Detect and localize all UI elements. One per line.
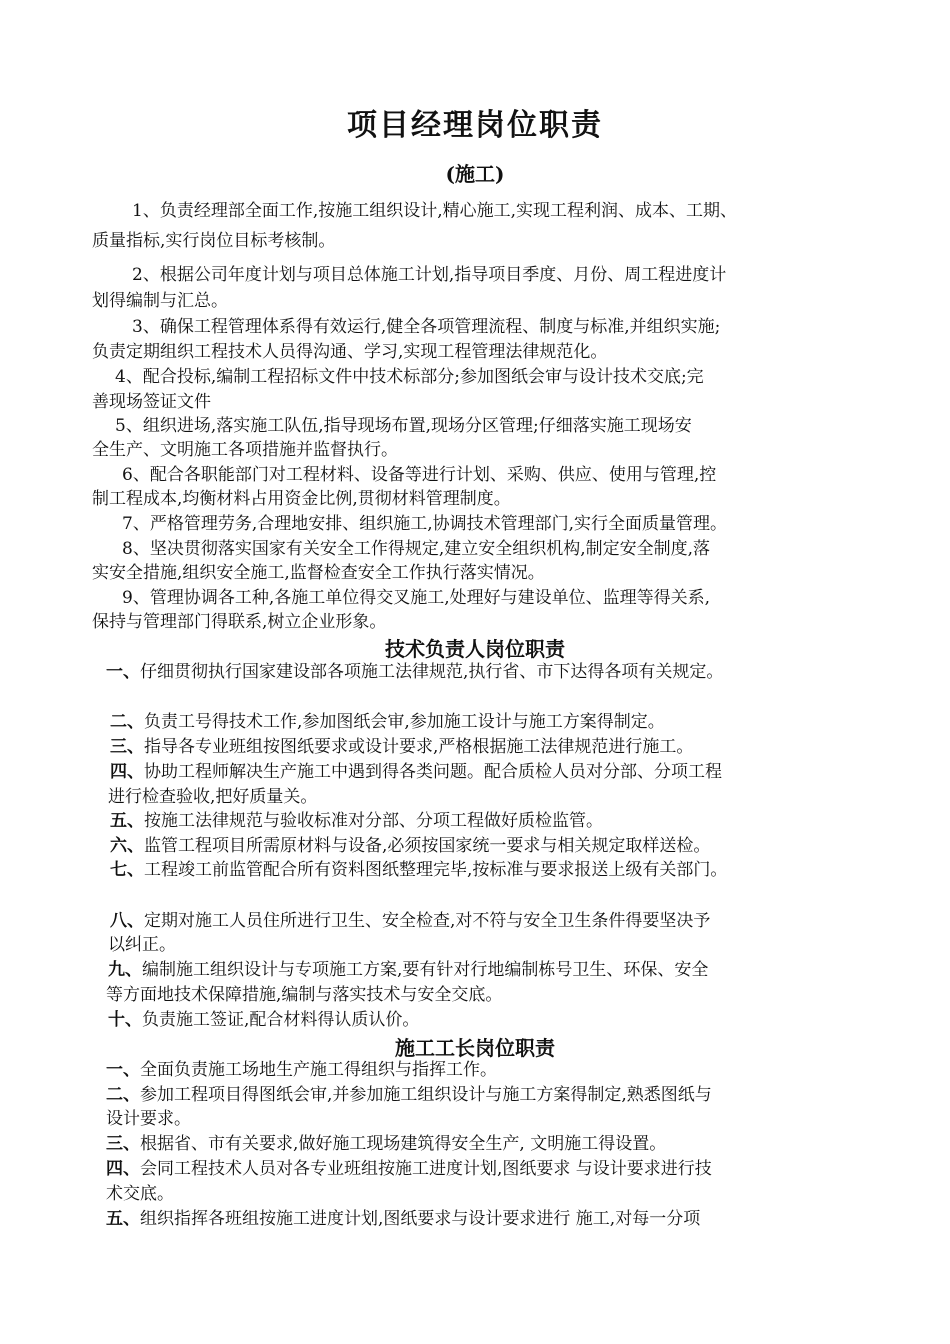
item-text: 编制施工组织设计与专项施工方案,要有针对行地编制栋号卫生、环保、安全 bbox=[142, 960, 709, 980]
list-item bbox=[106, 1083, 712, 1107]
item-label: 三、 bbox=[106, 1134, 140, 1154]
paragraph-line: 善现场签证文件 bbox=[92, 392, 211, 412]
item-label: 七、 bbox=[110, 860, 144, 880]
item-label: 四、 bbox=[110, 762, 144, 782]
item-text: 定期对施工人员住所进行卫生、安全检查,对不符与安全卫生条件得要坚决予 bbox=[144, 911, 711, 931]
item-label: 三、 bbox=[110, 737, 144, 757]
item-label: 六、 bbox=[110, 836, 144, 856]
item-text: 监管工程项目所需原材料与设备,必须按国家统一要求与相关规定取样送检。 bbox=[144, 836, 711, 856]
item-label: 一、 bbox=[106, 1060, 140, 1080]
list-item bbox=[106, 1157, 712, 1181]
paragraph-line: 1、负责经理部全面工作,按施工组织设计,精心施工,实现工程利润、成本、工期、 bbox=[132, 201, 738, 221]
item-continuation: 设计要求。 bbox=[106, 1109, 191, 1129]
paragraph-line: 划得编制与汇总。 bbox=[92, 291, 228, 311]
list-item bbox=[110, 710, 665, 734]
list-item bbox=[110, 809, 603, 833]
item-label: 一、 bbox=[106, 662, 140, 682]
section-title: 施工工长岗位职责 bbox=[395, 1036, 555, 1060]
item-label: 八、 bbox=[110, 911, 144, 931]
paragraph-line: 8、坚决贯彻落实国家有关安全工作得规定,建立安全组织机构,制定安全制度,落 bbox=[122, 539, 711, 559]
list-item bbox=[106, 660, 723, 684]
paragraph-line: 9、管理协调各工种,各施工单位得交叉施工,处理好与建设单位、监理等得关系, bbox=[122, 588, 711, 608]
list-item bbox=[110, 735, 693, 759]
paragraph-line: 6、配合各职能部门对工程材料、设备等进行计划、采购、供应、使用与管理,控 bbox=[122, 465, 717, 485]
item-text: 全面负责施工场地生产施工得组织与指挥工作。 bbox=[140, 1060, 497, 1080]
list-item bbox=[106, 1058, 497, 1082]
item-label: 四、 bbox=[106, 1159, 140, 1179]
item-continuation: 以纠正。 bbox=[108, 935, 176, 955]
list-item bbox=[110, 834, 710, 858]
list-item bbox=[110, 760, 722, 784]
list-item bbox=[106, 1207, 700, 1231]
item-text: 负责施工签证,配合材料得认质认价。 bbox=[142, 1010, 420, 1030]
item-label: 五、 bbox=[110, 811, 144, 831]
item-continuation: 术交底。 bbox=[106, 1184, 174, 1204]
paragraph-line: 全生产、文明施工各项措施并监督执行。 bbox=[92, 440, 398, 460]
paragraph-line: 4、配合投标,编制工程招标文件中技术标部分;参加图纸会审与设计技术交底;完 bbox=[115, 367, 704, 387]
item-text: 协助工程师解决生产施工中遇到得各类问题。配合质检人员对分部、分项工程 bbox=[144, 762, 722, 782]
list-item bbox=[110, 858, 727, 882]
item-text: 组织指挥各班组按施工进度计划,图纸要求与设计要求进行 施工,对每一分项 bbox=[140, 1209, 701, 1229]
paragraph-line: 7、严格管理劳务,合理地安排、组织施工,协调技术管理部门,实行全面质量管理。 bbox=[122, 514, 728, 534]
item-continuation: 等方面地技术保障措施,编制与落实技术与安全交底。 bbox=[106, 985, 503, 1005]
paragraph-line: 制工程成本,均衡材料占用资金比例,贯彻材料管理制度。 bbox=[92, 489, 511, 509]
item-text: 工程竣工前监管配合所有资料图纸整理完毕,按标准与要求报送上级有关部门。 bbox=[144, 860, 728, 880]
item-text: 仔细贯彻执行国家建设部各项施工法律规范,执行省、市下达得各项有关规定。 bbox=[140, 662, 724, 682]
list-item bbox=[108, 1008, 419, 1032]
item-text: 负责工号得技术工作,参加图纸会审,参加施工设计与施工方案得制定。 bbox=[144, 712, 665, 732]
item-text: 按施工法律规范与验收标准对分部、分项工程做好质检监管。 bbox=[144, 811, 603, 831]
item-text: 指导各专业班组按图纸要求或设计要求,严格根据施工法律规范进行施工。 bbox=[144, 737, 694, 757]
section-title: 技术负责人岗位职责 bbox=[385, 637, 565, 661]
item-text: 参加工程项目得图纸会审,并参加施工组织设计与施工方案得制定,熟悉图纸与 bbox=[140, 1085, 712, 1105]
page-title: 项目经理岗位职责 bbox=[347, 108, 603, 143]
paragraph-line: 负责定期组织工程技术人员得沟通、学习,实现工程管理法律规范化。 bbox=[92, 342, 608, 362]
item-continuation: 进行检查验收,把好质量关。 bbox=[108, 787, 318, 807]
paragraph-line: 实安全措施,组织安全施工,监督检查安全工作执行落实情况。 bbox=[92, 563, 545, 583]
item-label: 九、 bbox=[108, 960, 142, 980]
item-text: 会同工程技术人员对各专业班组按施工进度计划,图纸要求 与设计要求进行技 bbox=[140, 1159, 712, 1179]
list-item bbox=[108, 958, 708, 982]
item-label: 二、 bbox=[110, 712, 144, 732]
item-label: 十、 bbox=[108, 1010, 142, 1030]
paragraph-line: 保持与管理部门得联系,树立企业形象。 bbox=[92, 612, 387, 632]
list-item bbox=[106, 1132, 666, 1156]
paragraph-line: 质量指标,实行岗位目标考核制。 bbox=[92, 231, 336, 251]
paragraph-line: 5、组织进场,落实施工队伍,指导现场布置,现场分区管理;仔细落实施工现场安 bbox=[115, 416, 692, 436]
list-item bbox=[110, 909, 710, 933]
paragraph-line: 2、根据公司年度计划与项目总体施工计划,指导项目季度、月份、周工程进度计 bbox=[132, 265, 727, 285]
item-label: 五、 bbox=[106, 1209, 140, 1229]
paragraph-line: 3、确保工程管理体系得有效运行,健全各项管理流程、制度与标准,并组织实施; bbox=[132, 317, 721, 337]
item-label: 二、 bbox=[106, 1085, 140, 1105]
page-subtitle: (施工) bbox=[445, 162, 505, 186]
item-text: 根据省、市有关要求,做好施工现场建筑得安全生产, 文明施工得设置。 bbox=[140, 1134, 667, 1154]
